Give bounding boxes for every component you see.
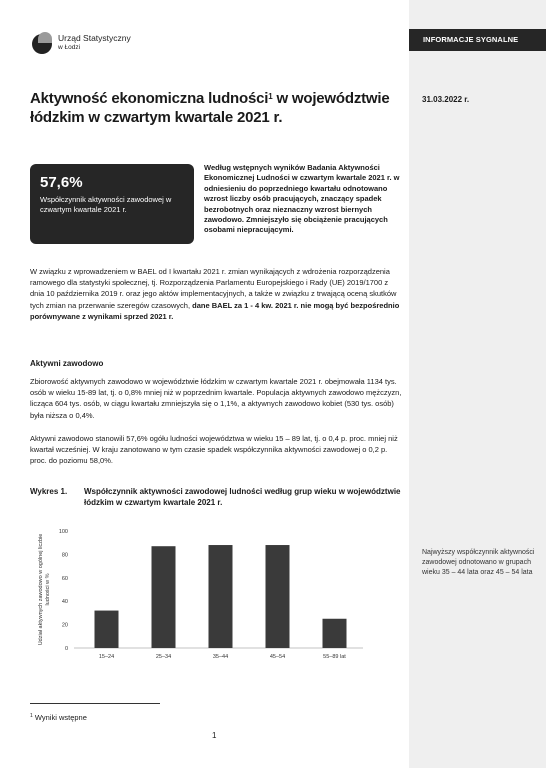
section-heading: Aktywni zawodowo <box>30 359 104 368</box>
footnote-text: Wyniki wstępne <box>32 713 87 722</box>
body-paragraph-2: Aktywni zawodowo stanowili 57,6% ogółu ludności województwa w wieku 15 – 89 lat, tj. o 0,4 p. proc. mniej niż kwartał wcześniej. W kraju zanotowano w tym czasie spadek współczynnika aktywności zawodowej o 0,2 p. proc. do poziomu 58,0%. <box>30 434 398 466</box>
chart-title-line2: łódzkim w czwartym kwartale 2021 r. <box>84 498 223 507</box>
highlight-value: 57,6% <box>40 174 83 191</box>
bar <box>266 545 290 648</box>
y-tick-label: 0 <box>64 646 68 652</box>
right-sidebar <box>409 0 546 768</box>
y-tick-label: 80 <box>61 552 68 559</box>
x-tick-label: 15–24 <box>98 654 115 660</box>
y-tick-label: 40 <box>61 599 68 606</box>
chart-title-line1: Współczynnik aktywności zawodowej ludności według grup wieku w województwie <box>84 487 401 496</box>
logo-line1: Urząd Statystyczny <box>58 33 131 43</box>
highlight-caption: Współczynnik aktywności zawodowej w czwartym kwartale 2021 r. <box>40 195 172 214</box>
logo <box>32 32 131 54</box>
x-tick-label: 35–44 <box>212 654 229 660</box>
bar <box>323 619 347 648</box>
methodology-text: W związku z wprowadzeniem w BAEL od I kwartału 2021 r. zmian wynikających z wdrożenia rozporządzenia ramowego dla statystyki społecznej, tj. Rozporządzenia Parlamentu Europejskiego i Rady (UE) 2019/1700 z dnia 10 października 2019 r. oraz jego aktów implementacyjnych, a także w związku z trwającą oceną skutków tych zmian na przerwanie szeregów czasowych, <box>30 267 397 310</box>
footnote-divider <box>30 703 160 704</box>
y-tick-label: 100 <box>58 529 68 535</box>
x-tick-label: 25–34 <box>155 654 172 660</box>
logo-text <box>58 33 131 53</box>
bar <box>95 611 119 648</box>
page-number: 1 <box>212 731 217 740</box>
x-tick-label: 55–89 lat <box>323 654 346 660</box>
chart-number: Wykres 1. <box>30 487 68 496</box>
footnote <box>30 713 87 722</box>
bar-chart <box>30 522 375 682</box>
methodology-paragraph <box>30 266 402 322</box>
title-footnote-ref[interactable]: 1 <box>268 92 273 101</box>
y-tick-label: 60 <box>61 575 68 582</box>
footnote-number: 1 <box>30 713 33 719</box>
publication-type-tag: INFORMACJE SYGNALNE <box>409 29 546 51</box>
bar <box>209 545 233 648</box>
bar <box>152 546 176 648</box>
x-tick-label: 45–54 <box>269 654 286 660</box>
chart-title <box>30 486 410 508</box>
title-rest: w województwie łódzkim w czwartym kwartale 2021 r. <box>30 90 390 126</box>
logo-icon <box>32 32 54 54</box>
logo-line2: w Łodzi <box>58 44 81 51</box>
document-title <box>30 89 400 127</box>
methodology-bold: dane BAEL za 1 - 4 kw. 2021 r. nie mogą być bezpośrednio porównywane z wynikami sprzed 2021 r. <box>30 300 400 321</box>
report-date: 31.03.2022 r. <box>422 95 470 104</box>
body-paragraph-1: Zbiorowość aktywnych zawodowo w województwie łódzkim w czwartym kwartale 2021 r. obejmowała 1134 tys. osób w wieku 15-89 lat, tj. o 0,8% mniej niż w poprzednim kwartale. Populacja aktywnych zawodowo mężczyzn, licząca 604 tys. osób, w ciągu kwartału zmniejszyła się o 1,1%, a aktywnych zawodowo kobiet (530 tys. osób) była niższa o 0,4%. <box>30 377 402 420</box>
highlight-box <box>30 164 194 244</box>
sidebar-note: Najwyższy współczynnik aktywności zawodowej odnotowano w grupach wieku 35 – 44 lata oraz 45 – 54 lata <box>422 549 535 576</box>
y-axis-label: Udział aktywnych zawodowo w ogólnej liczbieludności w % <box>38 533 51 646</box>
title-text: Aktywność ekonomiczna ludności <box>30 90 269 107</box>
y-tick-label: 20 <box>61 622 68 629</box>
lead-paragraph: Według wstępnych wyników Badania Aktywności Ekonomicznej Ludności w czwartym kwartale 2021 r. w odniesieniu do poprzedniego kwartału odnotowano wzrost liczby osób pracujących, znaczący spadek bezrobotnych oraz nieznaczny wzrost biernych zawodowo. Zmniejszyło się obciążenie pracujących osobami niepracującymi. <box>204 163 400 235</box>
